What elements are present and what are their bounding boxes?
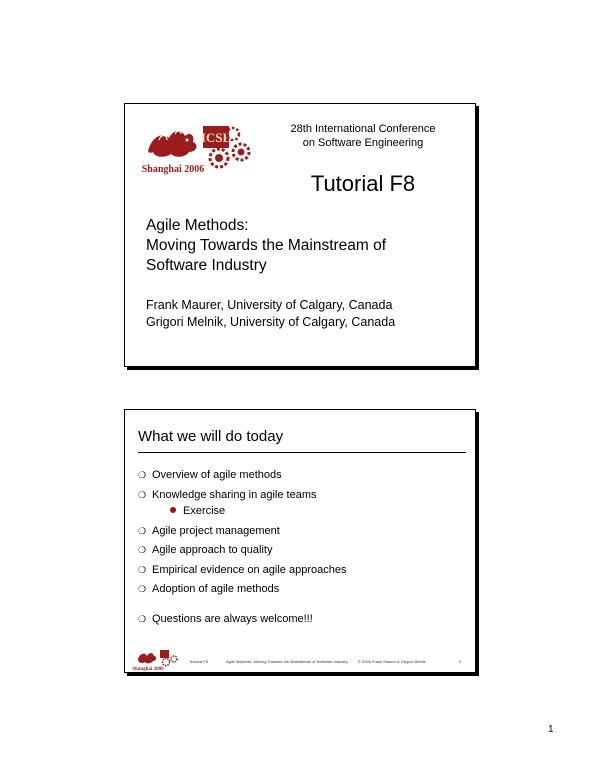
logo-text: Shanghai 2006 (141, 164, 205, 175)
title-line-1: Agile Methods: (146, 217, 249, 234)
tutorial-label: Tutorial F8 (310, 171, 416, 196)
list-item: ❍ Knowledge sharing in agile teams (138, 488, 317, 501)
list-item: ❍ Overview of agile methods (138, 469, 282, 481)
icse-shanghai-logo (141, 118, 253, 176)
title-slide (124, 103, 476, 367)
circle-bullet-icon: ❍ (138, 470, 147, 480)
title-line-2: Moving Towards the Mainstream of (146, 237, 387, 254)
agenda-slide (124, 409, 476, 673)
circle-bullet-icon: ❍ (138, 614, 147, 624)
conference-name (249, 122, 477, 150)
circle-bullet-icon: ❍ (138, 525, 147, 536)
list-item: ❍ Agile project management (138, 524, 280, 537)
conference-line-2: on Software Engineering (302, 137, 424, 149)
footer-slide-number: 2 (459, 659, 462, 664)
page-number: 1 (548, 724, 554, 735)
footer-copyright: © 2006 Frank Maurer & Grigori Melnik (358, 659, 426, 664)
authors (146, 297, 466, 331)
dot-bullet-icon (170, 507, 176, 513)
agenda-list (138, 468, 468, 632)
slide-heading: What we will do today (138, 428, 284, 445)
logo-text-small: Shanghai 2006 (132, 667, 164, 672)
circle-bullet-icon: ❍ (138, 545, 147, 555)
list-subitem: Exercise (170, 504, 468, 518)
circle-bullet-icon: ❍ (138, 489, 147, 500)
author-2: Grigori Melnik, University of Calgary, Canada (146, 315, 396, 329)
icse-shanghai-logo-small (132, 647, 180, 672)
conference-line-1: 28th International Conference (290, 123, 436, 135)
list-item: ❍ Questions are always welcome!!! (138, 613, 313, 625)
tutorial-title (146, 216, 466, 276)
circle-bullet-icon: ❍ (138, 564, 147, 575)
list-item: ❍ Empirical evidence on agile approaches (138, 563, 347, 576)
footer-tutorial: Tutorial F8 (189, 659, 208, 664)
list-item: ❍ Agile approach to quality (138, 544, 273, 556)
circle-bullet-icon: ❍ (138, 584, 147, 594)
footer-title: Agile Methods: Moving Towards the Mainstream of Software Industry (226, 659, 348, 664)
svg-text:ICSE: ICSE (200, 130, 232, 145)
author-1: Frank Maurer, University of Calgary, Canada (146, 298, 393, 312)
title-line-3: Software Industry (146, 257, 267, 274)
heading-divider (138, 452, 466, 453)
list-item: ❍ Adoption of agile methods (138, 583, 280, 595)
